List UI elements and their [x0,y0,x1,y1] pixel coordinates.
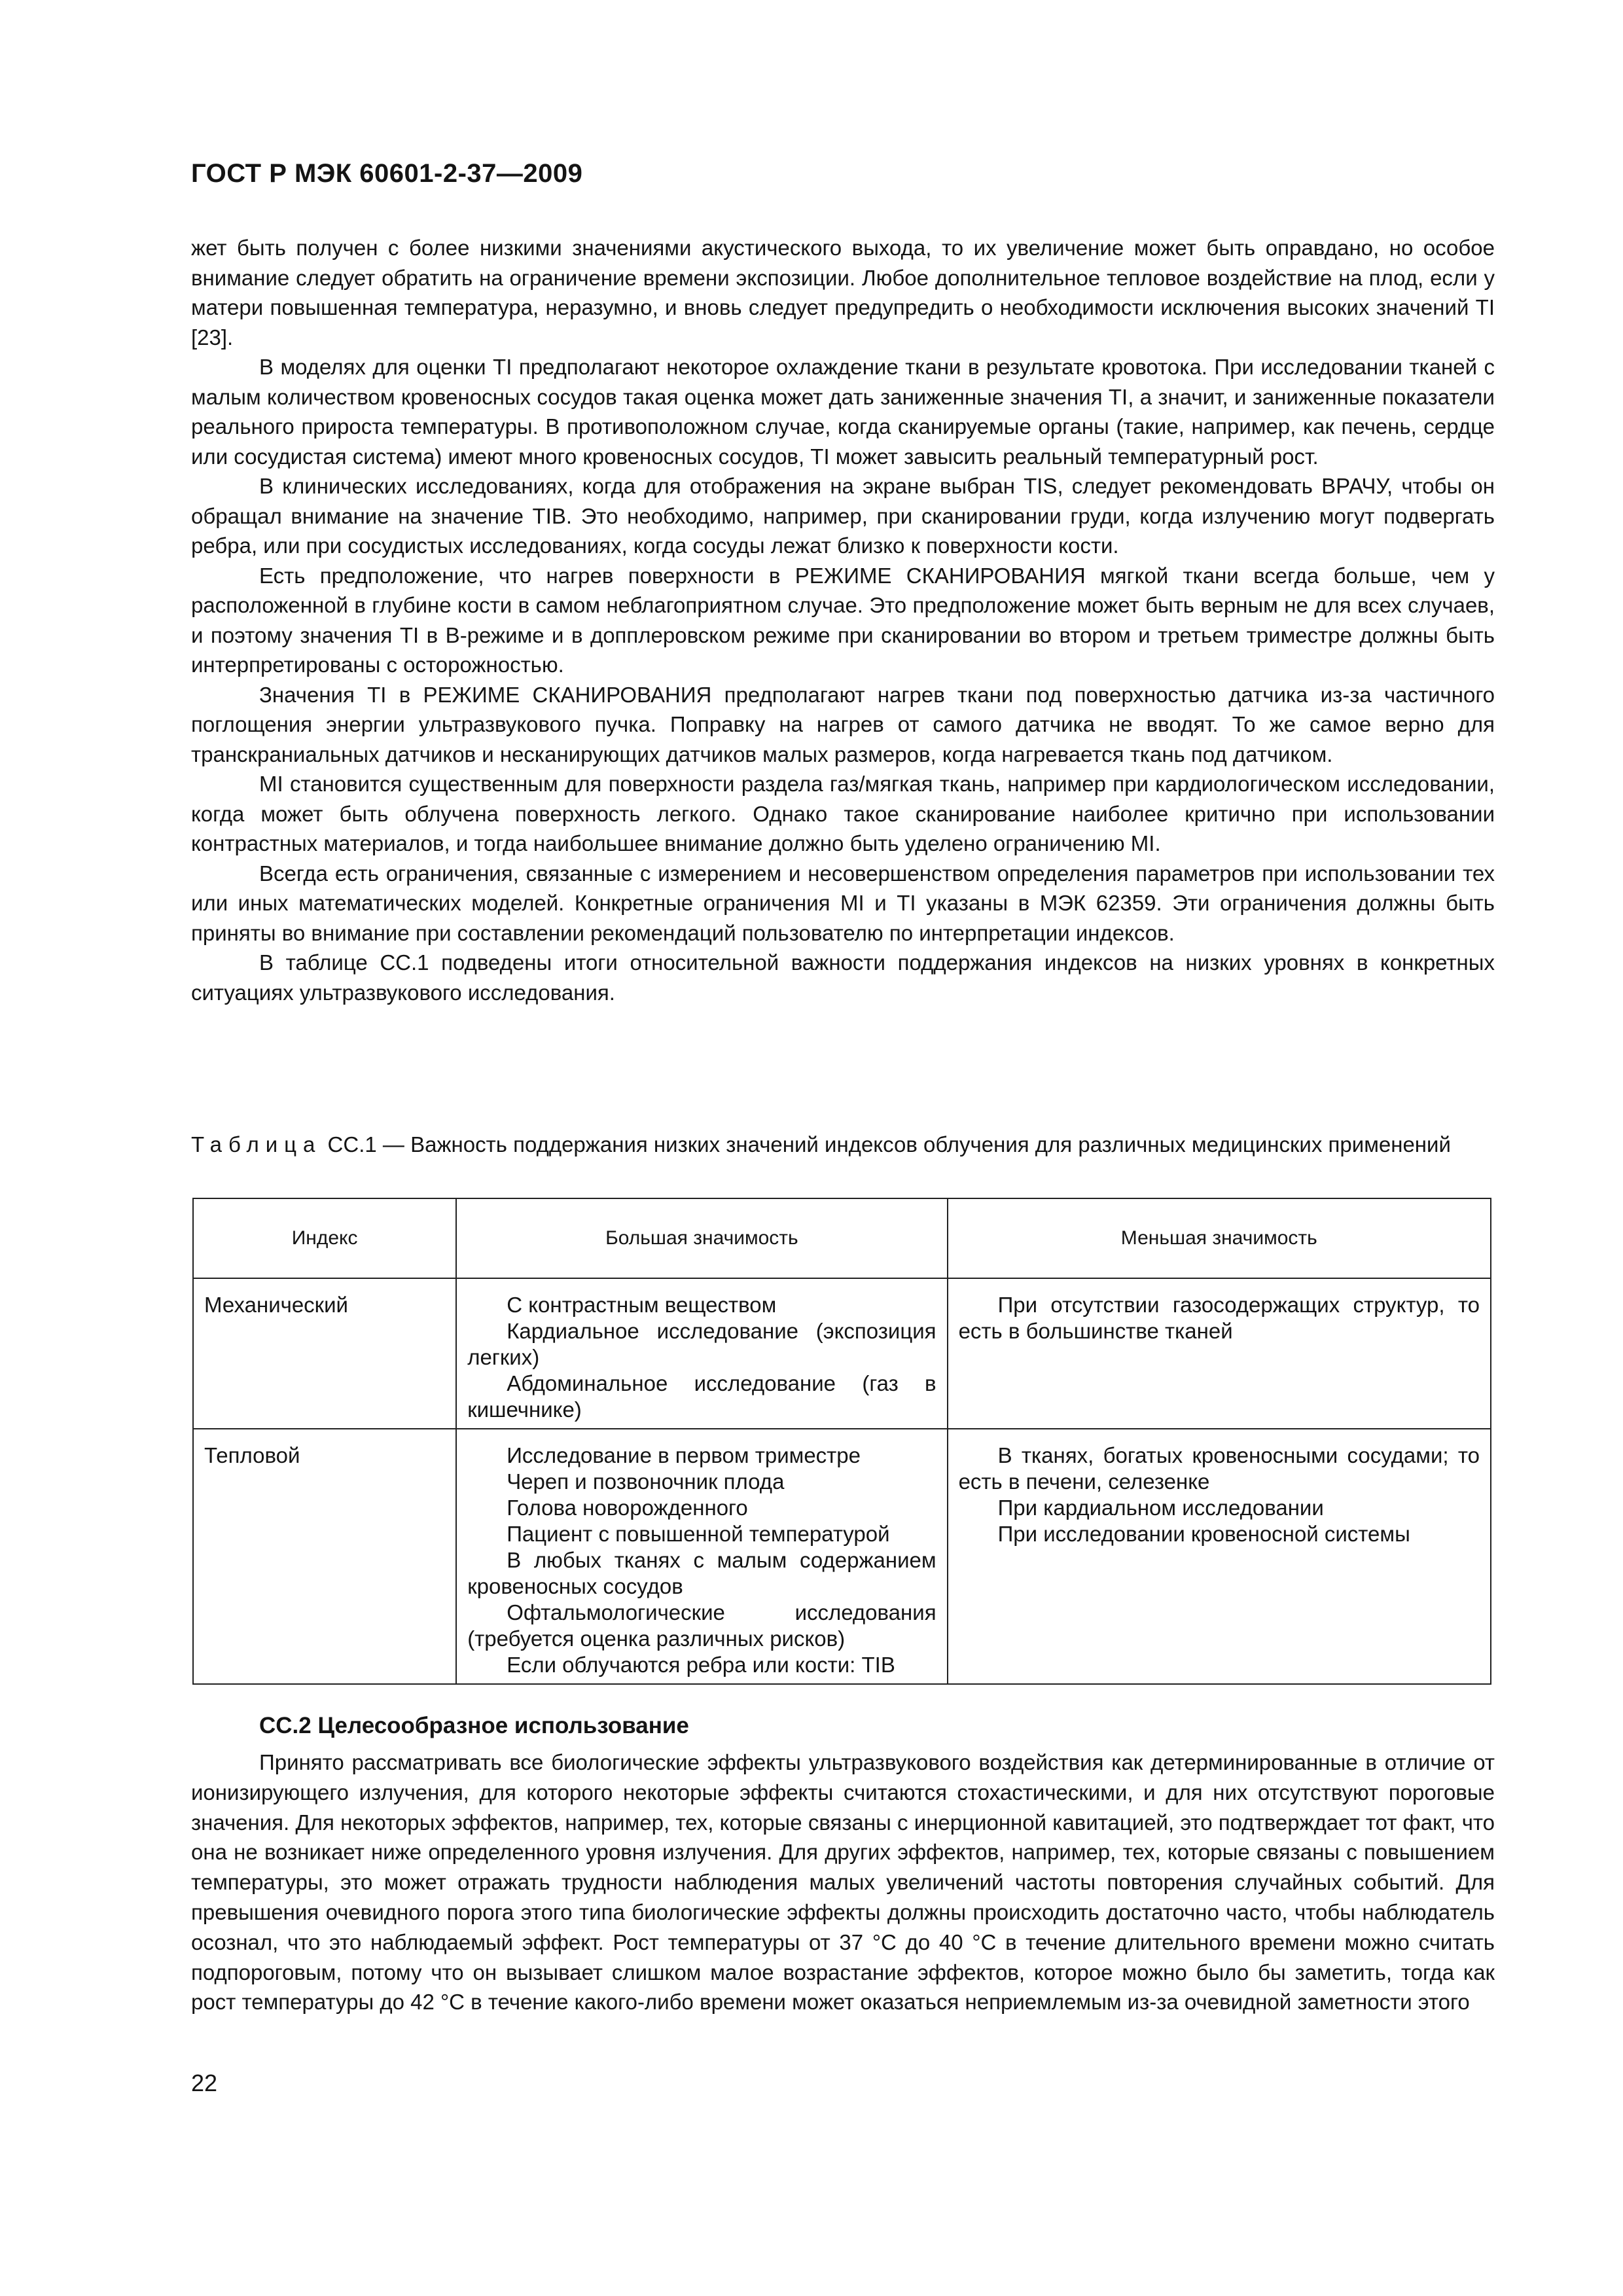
major-item: Голова новорожденного [507,1496,748,1520]
minor-item: В тканях, богатых кровеносными сосудами; то есть в печени, селезенке [958,1443,1480,1494]
major-item: Абдоминальное исследование (газ в кишечнике) [467,1371,936,1422]
minor-cell [948,1429,1491,1684]
paragraph: В моделях для оценки TI предполагают некоторое охлаждение ткани в результате кровотока. При исследовании тканей с малым количеством кровеносных сосудов такая оценка может дать заниженные значения TI, а значит, и заниженные показатели реального прироста температуры. В противоположном случае, когда сканируемые органы (такие, например, как печень, сердце или сосудистая система) имеют много кровеносных сосудов, TI может завысить реальный температурный рост. [191,355,1495,469]
paragraph: MI становится существенным для поверхности раздела газ/мягкая ткань, например при кардиологическом исследовании, когда может быть облучена поверхность легкого. Однако такое сканирование наиболее критично при использовании контрастных материалов, и тогда наибольшее внимание должно быть уделено ограничению MI. [191,772,1495,855]
table-caption [191,1132,1495,1158]
major-cell [456,1429,947,1684]
major-item: В любых тканях с малым содержанием кровеносных сосудов [467,1548,936,1598]
paragraph: В таблице СС.1 подведены итоги относительной важности поддержания индексов на низких уровнях в конкретных ситуациях ультразвукового исследования. [191,950,1495,1005]
major-item: Офтальмологические исследования (требуется оценка различных рисков) [467,1600,936,1651]
major-item: Если облучаются ребра или кости: TIB [507,1653,895,1677]
body-text [191,233,1495,1007]
major-item: Исследование в первом триместре [507,1443,861,1467]
table-header-row [193,1198,1491,1278]
paragraph: Значения TI в РЕЖИМЕ СКАНИРОВАНИЯ предполагают нагрев ткани под поверхностью датчика из-за частичного поглощения энергии ультразвукового пучка. Поправку на нагрев от самого датчика не вводят. То же самое верно для транскраниальных датчиков и несканирующих датчиков малых размеров, когда нагревается ткань под датчиком. [191,682,1495,766]
paragraph: В клинических исследованиях, когда для отображения на экране выбран TIS, следует рекомендовать ВРАЧУ, чтобы он обращал внимание на значение TIB. Это необходимо, например, при сканировании груди, когда излучению могут подвергать ребра, или при сосудистых исследованиях, когда сосуды лежат близко к поверхности кости. [191,474,1495,558]
column-header-minor: Меньшая значимость [948,1198,1491,1278]
importance-table [192,1198,1491,1685]
table-row [193,1429,1491,1684]
table-row [193,1278,1491,1429]
paragraph: Принято рассматривать все биологические эффекты ультразвукового воздействия как детерминированные в отличие от ионизирующего излучения, для которого некоторые эффекты считаются стохастическими, и для них отсутствуют пороговые значения. Для некоторых эффектов, например, тех, которые связаны с инерционной кавитацией, это подтверждает тот факт, что она не возникает ниже определенного уровня излучения. Для других эффектов, например, тех, которые связаны с повышением температуры, это может отражать трудности наблюдения малых увеличений частоты повторения случайных событий. Для превышения очевидного порога этого типа биологические эффекты должны происходить достаточно часто, чтобы наблюдатель осознал, что это наблюдаемый эффект. Рост температуры от 37 °С до 40 °С в течение длительного времени можно считать подпороговым, потому что он вызывает слишком малое возрастание эффектов, которое можно было бы заметить, тогда как рост температуры до 42 °С в течение какого-либо времени может оказаться неприемлемым из-за очевидной заметности этого [191,1750,1495,2015]
major-cell [456,1278,947,1429]
paragraph: Есть предположение, что нагрев поверхности в РЕЖИМЕ СКАНИРОВАНИЯ мягкой ткани всегда больше, чем у расположенной в глубине кости в самом неблагоприятном случае. Это предположение может быть верным не для всех случаев, и поэтому значения TI в В-режиме и в допплеровском режиме при сканировании во втором и третьем триместре должны быть интерпретированы с осторожностью. [191,563,1495,677]
minor-item: При отсутствии газосодержащих структур, то есть в большинстве тканей [958,1293,1480,1343]
section-heading: СС.2 Целесообразное использование [259,1713,689,1738]
major-item: С контрастным веществом [507,1293,777,1317]
major-item: Пациент с повышенной температурой [507,1522,890,1546]
column-header-major: Большая значимость [456,1198,947,1278]
column-header-index: Индекс [193,1198,456,1278]
paragraph: Всегда есть ограничения, связанные с измерением и несовершенством определения параметров при использовании тех или иных математических моделей. Конкретные ограничения MI и TI указаны в МЭК 62359. Эти ограничения должны быть приняты во внимание при составлении рекомендаций пользователю по интерпретации индексов. [191,861,1495,945]
index-cell: Тепловой [193,1429,456,1684]
index-cell: Механический [193,1278,456,1429]
minor-item: При исследовании кровеносной системы [997,1522,1410,1546]
table-caption-label: Таблица [191,1132,322,1157]
minor-item: При кардиальном исследовании [997,1496,1324,1520]
document-header: ГОСТ Р МЭК 60601-2-37—2009 [191,159,583,188]
minor-cell [948,1278,1491,1429]
major-item: Череп и позвоночник плода [507,1469,785,1494]
paragraph: жет быть получен с более низкими значениями акустического выхода, то их увеличение может быть оправдано, но особое внимание следует обратить на ограничение времени экспозиции. Любое дополнительное тепловое воздействие на плод, если у матери повышенная температура, неразумно, и вновь следует предупредить о необходимости исключения высоких значений TI [23]. [191,236,1495,350]
table-caption-text: СС.1 — Важность поддержания низких значений индексов облучения для различных медицинских применений [321,1132,1451,1157]
page-number: 22 [191,2070,218,2096]
section-body [191,1748,1495,2017]
major-item: Кардиальное исследование (экспозиция легких) [467,1319,936,1369]
